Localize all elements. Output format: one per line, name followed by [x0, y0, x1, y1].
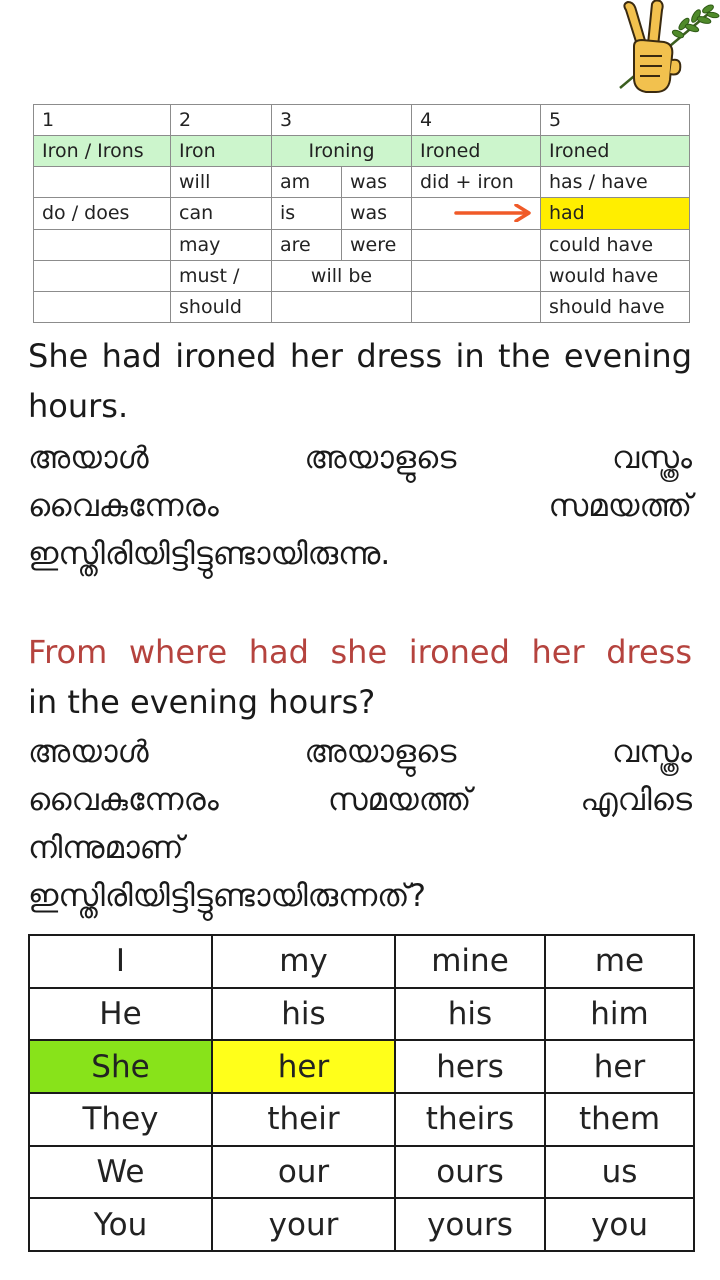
table-cell: are [272, 229, 342, 260]
table-cell: could have [541, 229, 690, 260]
table-cell: him [545, 988, 694, 1041]
table-cell: his [395, 988, 545, 1041]
table-cell: were [342, 229, 412, 260]
table-cell: Ironing [272, 136, 412, 167]
table-cell: hers [395, 1040, 545, 1093]
table-header-4: 4 [412, 105, 541, 136]
table-row [34, 167, 690, 198]
table-row [29, 1040, 694, 1093]
question-english-highlight: From where had she ironed her dress [28, 633, 692, 671]
table-cell: was [342, 167, 412, 198]
table-cell: our [212, 1146, 395, 1199]
table-cell: is [272, 198, 342, 229]
table-cell [34, 291, 171, 322]
malayalam-line: നിന്നുമാണ് [28, 830, 184, 866]
right-arrow-icon [454, 204, 534, 222]
pronoun-table [28, 934, 695, 1252]
table-cell [272, 291, 412, 322]
malayalam-line: ഇസ്തിരിയിട്ടിട്ടുണ്ടായിരുന്നു. [28, 536, 391, 572]
example-sentence-english: She had ironed her dress in the evening hours. [28, 337, 692, 425]
table-cell: Iron [171, 136, 272, 167]
table-cell: yours [395, 1198, 545, 1251]
table-cell: should have [541, 291, 690, 322]
table-row [29, 988, 694, 1041]
table-row-verb-forms [34, 136, 690, 167]
question-malayalam [28, 728, 692, 920]
table-header-1: 1 [34, 105, 171, 136]
table-cell [412, 229, 541, 260]
table-cell: must / [171, 260, 272, 291]
table-cell: their [212, 1093, 395, 1146]
table-cell: you [545, 1198, 694, 1251]
table-row [34, 229, 690, 260]
table-cell: I [29, 935, 212, 988]
table-cell: us [545, 1146, 694, 1199]
table-cell: may [171, 229, 272, 260]
table-cell: do / does [34, 198, 171, 229]
table-cell: her [545, 1040, 694, 1093]
table-cell: your [212, 1198, 395, 1251]
question-english [28, 627, 692, 727]
table-cell [34, 260, 171, 291]
table-row [29, 1093, 694, 1146]
table-cell-arrow [412, 198, 541, 229]
table-cell: them [545, 1093, 694, 1146]
table-cell: should [171, 291, 272, 322]
table-cell: mine [395, 935, 545, 988]
victory-hand-olive-branch-icon [612, 0, 720, 100]
table-cell: He [29, 988, 212, 1041]
table-cell: me [545, 935, 694, 988]
table-header-2: 2 [171, 105, 272, 136]
table-cell-highlight: She [29, 1040, 212, 1093]
table-cell: theirs [395, 1093, 545, 1146]
table-cell-highlight: her [212, 1040, 395, 1093]
malayalam-line: ഇസ്തിരിയിട്ടിട്ടുണ്ടായിരുന്നത്? [28, 878, 427, 914]
table-row [29, 935, 694, 988]
table-cell: did + iron [412, 167, 541, 198]
example-sentence-malayalam [28, 434, 692, 578]
table-header-3: 3 [272, 105, 412, 136]
table-row [34, 105, 690, 136]
table-cell: will [171, 167, 272, 198]
table-cell [34, 229, 171, 260]
table-cell: was [342, 198, 412, 229]
table-cell: his [212, 988, 395, 1041]
table-cell: would have [541, 260, 690, 291]
table-cell: Ironed [412, 136, 541, 167]
table-header-5: 5 [541, 105, 690, 136]
verb-form-table [33, 104, 690, 323]
table-row [34, 260, 690, 291]
malayalam-line: വൈകുന്നേരം സമയത്ത് എവിടെ [28, 782, 692, 818]
table-row [29, 1198, 694, 1251]
table-cell: can [171, 198, 272, 229]
table-cell: am [272, 167, 342, 198]
table-row [34, 198, 690, 229]
question-english-rest: in the evening hours? [28, 683, 376, 721]
table-cell: will be [272, 260, 412, 291]
table-cell [34, 167, 171, 198]
malayalam-line: അയാൾ അയാളുടെ വസ്ത്രം [28, 440, 692, 476]
table-cell: We [29, 1146, 212, 1199]
table-cell-highlight: had [541, 198, 690, 229]
malayalam-line: വൈകുന്നേരം സമയത്ത് [28, 488, 692, 524]
table-cell: my [212, 935, 395, 988]
malayalam-line: അയാൾ അയാളുടെ വസ്ത്രം [28, 734, 692, 770]
table-cell: Ironed [541, 136, 690, 167]
table-cell: They [29, 1093, 212, 1146]
table-cell [412, 260, 541, 291]
table-row [29, 1146, 694, 1199]
table-cell: ours [395, 1146, 545, 1199]
table-cell: You [29, 1198, 212, 1251]
table-cell [412, 291, 541, 322]
table-cell: has / have [541, 167, 690, 198]
table-row [34, 291, 690, 322]
table-cell: Iron / Irons [34, 136, 171, 167]
